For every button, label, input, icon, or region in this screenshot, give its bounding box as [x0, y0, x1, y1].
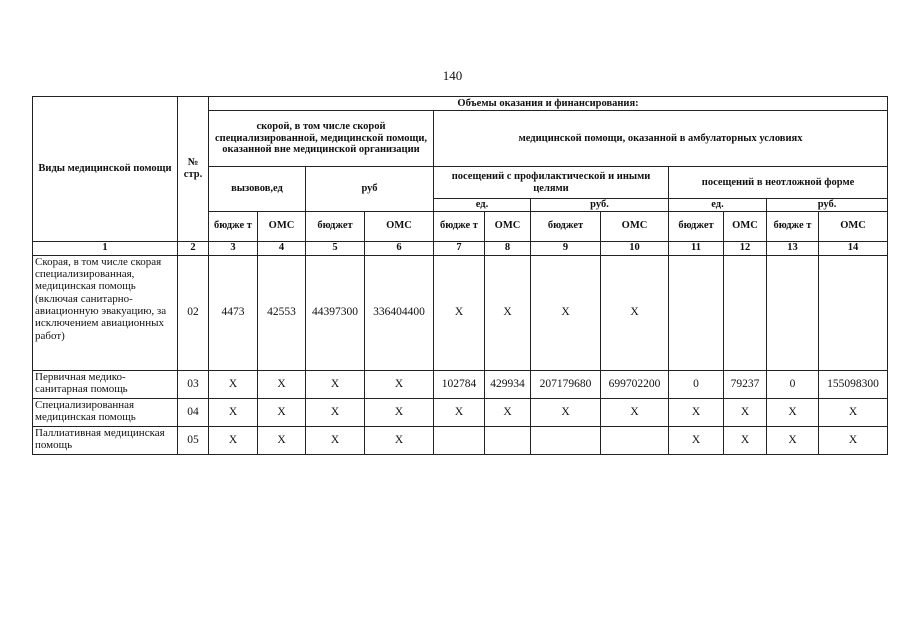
table-cell: X — [819, 398, 888, 426]
row-care-type: Первичная медико-санитарная помощь — [33, 370, 178, 398]
table-cell: X — [209, 370, 258, 398]
table-cell — [601, 426, 669, 454]
table-cell: X — [365, 398, 434, 426]
table-cell: 42553 — [258, 255, 306, 370]
table-cell: 207179680 — [531, 370, 601, 398]
column-number: 14 — [819, 241, 888, 255]
table-cell — [724, 255, 767, 370]
table-row — [33, 398, 888, 426]
header-rub-unit: руб — [306, 167, 434, 212]
table-cell: X — [601, 398, 669, 426]
table-cell: X — [306, 370, 365, 398]
table-cell: X — [485, 255, 531, 370]
header-urgent-visits: посещений в неотложной форме — [669, 167, 888, 199]
header-col-budget: бюджет — [531, 211, 601, 241]
table-cell: X — [258, 370, 306, 398]
medical-care-volume-table — [32, 96, 888, 455]
table-cell: X — [258, 426, 306, 454]
table-row — [33, 370, 888, 398]
header-col-oms: ОМС — [601, 211, 669, 241]
table-cell: X — [365, 370, 434, 398]
table-cell: X — [767, 426, 819, 454]
header-col-budget: бюджет — [669, 211, 724, 241]
table-cell: 429934 — [485, 370, 531, 398]
table-cell — [434, 426, 485, 454]
table-cell — [819, 255, 888, 370]
table-cell: X — [306, 426, 365, 454]
header-preventive-ed: ед. — [434, 199, 531, 212]
table-cell: X — [669, 426, 724, 454]
table-cell: 699702200 — [601, 370, 669, 398]
table-cell: 4473 — [209, 255, 258, 370]
page-number: 140 — [442, 68, 463, 83]
row-number: 04 — [178, 398, 209, 426]
column-number: 10 — [601, 241, 669, 255]
header-preventive-visits: посещений с профилактической и иными целями — [434, 167, 669, 199]
header-col-oms: ОМС — [258, 211, 306, 241]
row-number: 05 — [178, 426, 209, 454]
column-number: 2 — [178, 241, 209, 255]
table-cell — [669, 255, 724, 370]
table-cell: X — [767, 398, 819, 426]
table-cell — [767, 255, 819, 370]
table-cell: X — [365, 426, 434, 454]
header-col-budget: бюдже т — [767, 211, 819, 241]
column-number: 4 — [258, 241, 306, 255]
row-care-type: Паллиативная медицинская помощь — [33, 426, 178, 454]
table-cell: X — [531, 255, 601, 370]
header-col-budget: бюдже т — [209, 211, 258, 241]
column-number: 6 — [365, 241, 434, 255]
row-number: 03 — [178, 370, 209, 398]
header-calls-unit: вызовов,ед — [209, 167, 306, 212]
table-cell: 0 — [669, 370, 724, 398]
header-outpatient-group: медицинской помощи, оказанной в амбулаторных условиях — [434, 111, 888, 167]
header-preventive-rub: руб. — [531, 199, 669, 212]
table-cell: 79237 — [724, 370, 767, 398]
table-cell: X — [306, 398, 365, 426]
row-care-type: Специализированная медицинская помощь — [33, 398, 178, 426]
header-care-type: Виды медицинской помощи — [33, 97, 178, 242]
column-number: 7 — [434, 241, 485, 255]
table-cell — [485, 426, 531, 454]
header-volumes: Объемы оказания и финансирования: — [209, 97, 888, 111]
table-cell: X — [434, 255, 485, 370]
column-number: 8 — [485, 241, 531, 255]
column-number: 11 — [669, 241, 724, 255]
table-cell: X — [669, 398, 724, 426]
table-cell: X — [724, 426, 767, 454]
header-urgent-ed: ед. — [669, 199, 767, 212]
table-cell: X — [258, 398, 306, 426]
header-col-budget: бюдже т — [434, 211, 485, 241]
header-col-budget: бюджет — [306, 211, 365, 241]
column-number: 3 — [209, 241, 258, 255]
table-cell: X — [819, 426, 888, 454]
column-number: 1 — [33, 241, 178, 255]
row-number: 02 — [178, 255, 209, 370]
table-cell: X — [485, 398, 531, 426]
table-cell: 44397300 — [306, 255, 365, 370]
table-cell: 102784 — [434, 370, 485, 398]
table-row — [33, 426, 888, 454]
table-cell: 336404400 — [365, 255, 434, 370]
table-cell: 0 — [767, 370, 819, 398]
table-cell: 155098300 — [819, 370, 888, 398]
column-number: 13 — [767, 241, 819, 255]
header-col-oms: ОМС — [365, 211, 434, 241]
header-urgent-rub: руб. — [767, 199, 888, 212]
table-cell — [531, 426, 601, 454]
column-number: 12 — [724, 241, 767, 255]
column-number: 9 — [531, 241, 601, 255]
table-cell: X — [531, 398, 601, 426]
table-cell: X — [724, 398, 767, 426]
table-row — [33, 255, 888, 370]
table-cell: X — [434, 398, 485, 426]
header-col-oms: ОМС — [485, 211, 531, 241]
header-col-oms: ОМС — [724, 211, 767, 241]
header-col-oms: ОМС — [819, 211, 888, 241]
table-cell: X — [209, 398, 258, 426]
header-emergency-group: скорой, в том числе скорой специализированной, медицинской помощи, оказанной вне медицинской организации — [209, 111, 434, 167]
column-number: 5 — [306, 241, 365, 255]
row-care-type: Скорая, в том числе скорая специализированная, медицинская помощь (включая санитарно-авиационную эвакуацию, за исключением авиационных работ) — [33, 255, 178, 370]
table-cell: X — [601, 255, 669, 370]
header-row-number: № стр. — [178, 97, 209, 242]
table-cell: X — [209, 426, 258, 454]
